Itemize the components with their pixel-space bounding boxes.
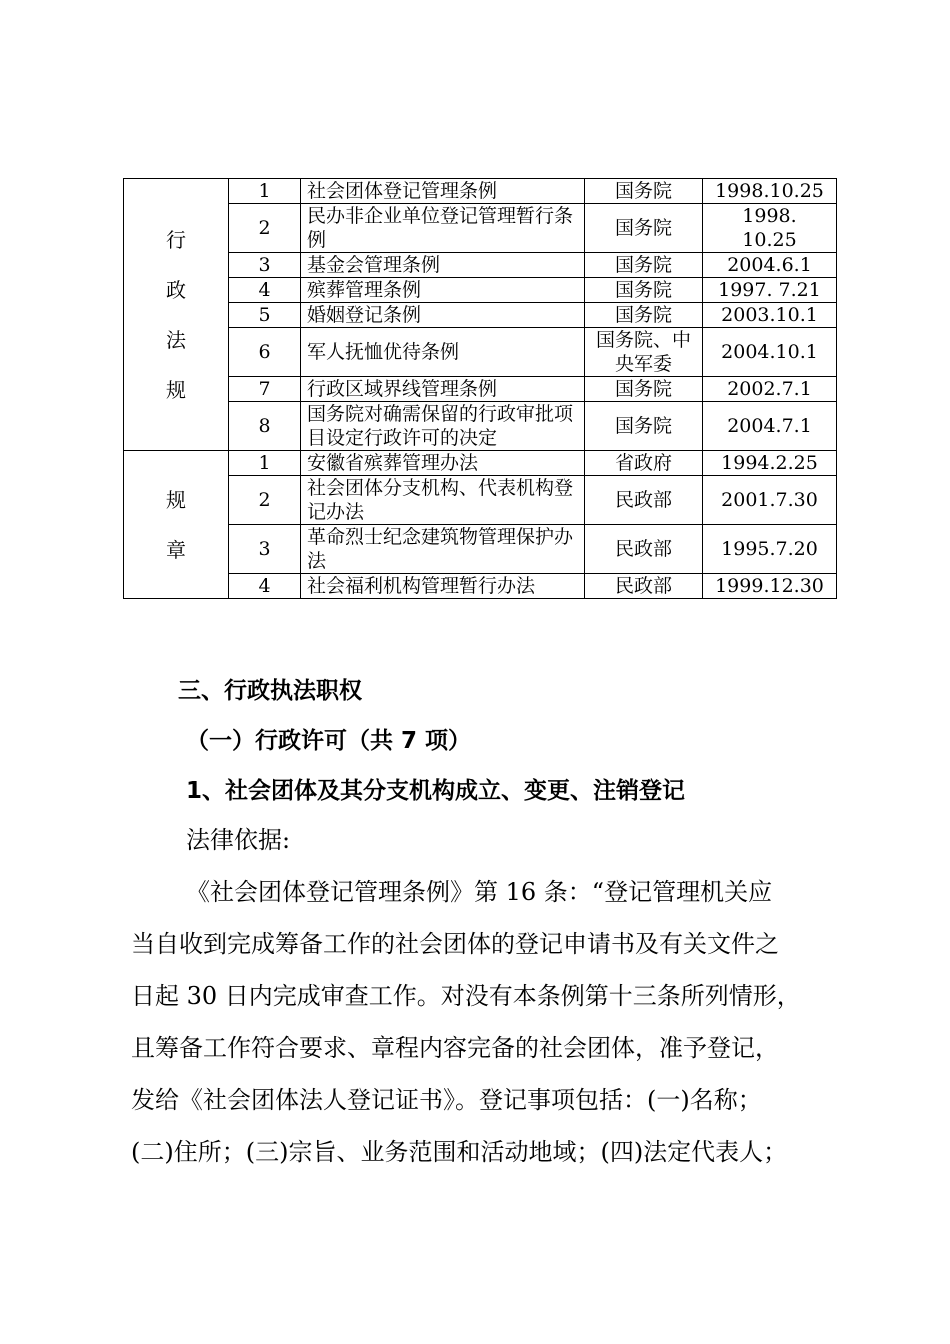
table-row <box>124 402 837 451</box>
date-cell: 2003.10.1 <box>703 303 837 328</box>
issuer-cell: 省政府 <box>585 451 703 476</box>
law-name-cell: 安徽省殡葬管理办法 <box>301 451 585 476</box>
date-cell: 2004.10.1 <box>703 328 837 377</box>
body-line: 《社会团体登记管理条例》第 16 条：“登记管理机关应 <box>186 878 773 906</box>
issuer-cell: 国务院、中央军委 <box>585 328 703 377</box>
date-cell: 2002.7.1 <box>703 377 837 402</box>
table-row <box>124 476 837 525</box>
row-number-cell: 8 <box>229 402 301 451</box>
law-name-cell: 社会福利机构管理暂行办法 <box>301 574 585 599</box>
category-char: 政 <box>166 277 186 302</box>
row-number-cell: 2 <box>229 476 301 525</box>
issuer-cell: 民政部 <box>585 574 703 599</box>
table-row <box>124 179 837 204</box>
body-line: 当自收到完成筹备工作的社会团体的登记申请书及有关文件之 <box>131 930 779 958</box>
law-name-cell: 婚姻登记条例 <box>301 303 585 328</box>
body-line: (二)住所；(三)宗旨、业务范围和活动地域；(四)法定代表人； <box>131 1138 788 1166</box>
body-text <box>131 866 801 1178</box>
issuer-cell: 国务院 <box>585 204 703 253</box>
issuer-cell: 国务院 <box>585 253 703 278</box>
category-char: 行 <box>166 227 186 252</box>
row-number-cell: 6 <box>229 328 301 377</box>
issuer-cell: 国务院 <box>585 303 703 328</box>
date-cell: 1998. 10.25 <box>703 204 837 253</box>
issuer-cell: 民政部 <box>585 525 703 574</box>
date-cell: 1997. 7.21 <box>703 278 837 303</box>
row-number-cell: 2 <box>229 204 301 253</box>
date-cell: 2004.7.1 <box>703 402 837 451</box>
item-title: 1、社会团体及其分支机构成立、变更、注销登记 <box>186 778 686 804</box>
body-line: 日起 30 日内完成审查工作。对没有本条例第十三条所列情形， <box>131 982 801 1010</box>
body-line: 发给《社会团体法人登记证书》。登记事项包括：(一)名称； <box>131 1086 762 1114</box>
row-number-cell: 4 <box>229 278 301 303</box>
issuer-cell: 民政部 <box>585 476 703 525</box>
category-char: 规 <box>166 377 186 402</box>
table-row <box>124 525 837 574</box>
date-cell: 1994.2.25 <box>703 451 837 476</box>
issuer-cell: 国务院 <box>585 278 703 303</box>
date-cell: 2004.6.1 <box>703 253 837 278</box>
table-row <box>124 303 837 328</box>
section-title: 三、行政执法职权 <box>178 678 362 704</box>
law-name-cell: 国务院对确需保留的行政审批项目设定行政许可的决定 <box>301 402 585 451</box>
law-name-cell: 基金会管理条例 <box>301 253 585 278</box>
law-name-cell: 民办非企业单位登记管理暂行条例 <box>301 204 585 253</box>
row-number-cell: 3 <box>229 525 301 574</box>
row-number-cell: 1 <box>229 451 301 476</box>
table-row <box>124 328 837 377</box>
category-char: 法 <box>166 327 186 352</box>
date-cell: 1999.12.30 <box>703 574 837 599</box>
subsection-title: （一）行政许可（共 7 项） <box>186 728 472 754</box>
category-char: 规 <box>166 487 186 512</box>
law-name-cell: 殡葬管理条例 <box>301 278 585 303</box>
table-row <box>124 451 837 476</box>
law-name-cell: 革命烈士纪念建筑物管理保护办法 <box>301 525 585 574</box>
law-name-cell: 军人抚恤优待条例 <box>301 328 585 377</box>
laws-table <box>123 178 837 599</box>
table-row <box>124 204 837 253</box>
law-name-cell: 社会团体登记管理条例 <box>301 179 585 204</box>
law-name-cell: 社会团体分支机构、代表机构登记办法 <box>301 476 585 525</box>
law-name-cell: 行政区域界线管理条例 <box>301 377 585 402</box>
row-number-cell: 4 <box>229 574 301 599</box>
row-number-cell: 5 <box>229 303 301 328</box>
category-cell <box>124 179 229 451</box>
body-line: 且筹备工作符合要求、章程内容完备的社会团体，准予登记， <box>131 1034 779 1062</box>
table-row <box>124 574 837 599</box>
category-cell <box>124 451 229 599</box>
date-cell: 1998.10.25 <box>703 179 837 204</box>
row-number-cell: 7 <box>229 377 301 402</box>
date-cell: 1995.7.20 <box>703 525 837 574</box>
row-number-cell: 3 <box>229 253 301 278</box>
issuer-cell: 国务院 <box>585 377 703 402</box>
table-row <box>124 377 837 402</box>
legal-basis-label: 法律依据: <box>186 826 291 854</box>
table-row <box>124 253 837 278</box>
row-number-cell: 1 <box>229 179 301 204</box>
issuer-cell: 国务院 <box>585 179 703 204</box>
issuer-cell: 国务院 <box>585 402 703 451</box>
category-char: 章 <box>166 537 186 562</box>
date-cell: 2001.7.30 <box>703 476 837 525</box>
table-row <box>124 278 837 303</box>
